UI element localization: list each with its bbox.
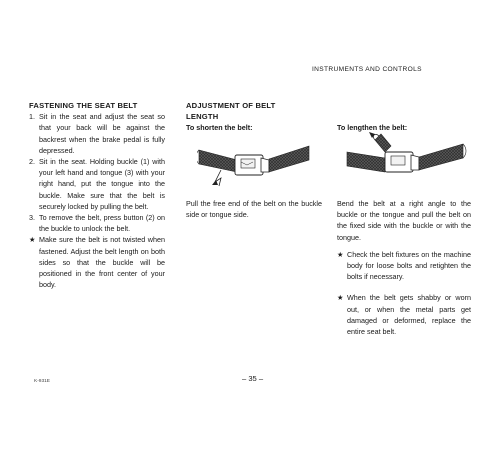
belt-shorten-illustration bbox=[197, 138, 312, 192]
step-text: Sit in the seat and adjust the seat so that your back will be against the backrest when the brake pedal is fully depressed. bbox=[39, 112, 165, 155]
fastening-section bbox=[29, 100, 165, 290]
step-item bbox=[29, 111, 165, 156]
adjust-title-line1: ADJUSTMENT OF BELT bbox=[186, 101, 276, 110]
page-number: – 35 – bbox=[242, 374, 264, 383]
fastening-title: FASTENING THE SEAT BELT bbox=[29, 101, 138, 110]
step-item bbox=[29, 156, 165, 212]
star-icon: ★ bbox=[29, 235, 36, 245]
adjust-title-line2: LENGTH bbox=[186, 112, 219, 122]
fastening-steps bbox=[29, 111, 165, 234]
lengthen-text-block bbox=[337, 198, 471, 337]
star-icon: ★ bbox=[337, 293, 344, 303]
step-number: 2. bbox=[29, 157, 35, 167]
step-item bbox=[29, 212, 165, 234]
shorten-label: To shorten the belt: bbox=[186, 123, 253, 133]
adjust-note bbox=[337, 249, 471, 283]
step-text: To remove the belt, press button (2) on the buckle to unlock the belt. bbox=[39, 213, 165, 234]
star-icon: ★ bbox=[337, 249, 344, 259]
note-text: Make sure the belt is not twisted when fastened. Adjust the belt length on both sides so that the buckle will be positioned in the front center of your body. bbox=[39, 235, 165, 290]
document-code: K-931E bbox=[34, 379, 50, 384]
shorten-text-block bbox=[186, 198, 322, 220]
step-number: 1. bbox=[29, 112, 35, 122]
belt-lengthen-illustration bbox=[345, 130, 467, 192]
lengthen-text: Bend the belt at a right angle to the buckle or the tongue and pull the belt on the fixed side with the buckle or with the tongue. bbox=[337, 199, 471, 242]
adjust-note bbox=[337, 292, 471, 337]
section-header: INSTRUMENTS AND CONTROLS bbox=[312, 66, 422, 73]
fastening-note bbox=[29, 234, 165, 290]
step-number: 3. bbox=[29, 213, 35, 223]
adjust-section bbox=[186, 100, 322, 134]
note-text: Check the belt fixtures on the machine body for loose bolts and retighten the bolts if necessary. bbox=[347, 249, 471, 282]
step-text: Sit in the seat. Holding buckle (1) with your left hand and tongue (3) with your right hand, put the tongue into the buckle. Make sure that the belt is securely locked by pulling the belt. bbox=[39, 157, 165, 211]
note-text: When the belt gets shabby or worn out, or when the metal parts get damaged or deformed, replace the entire seat belt. bbox=[347, 293, 471, 337]
shorten-text: Pull the free end of the belt on the buckle side or tongue side. bbox=[186, 199, 322, 220]
lengthen-label: To lengthen the belt: bbox=[337, 123, 408, 132]
